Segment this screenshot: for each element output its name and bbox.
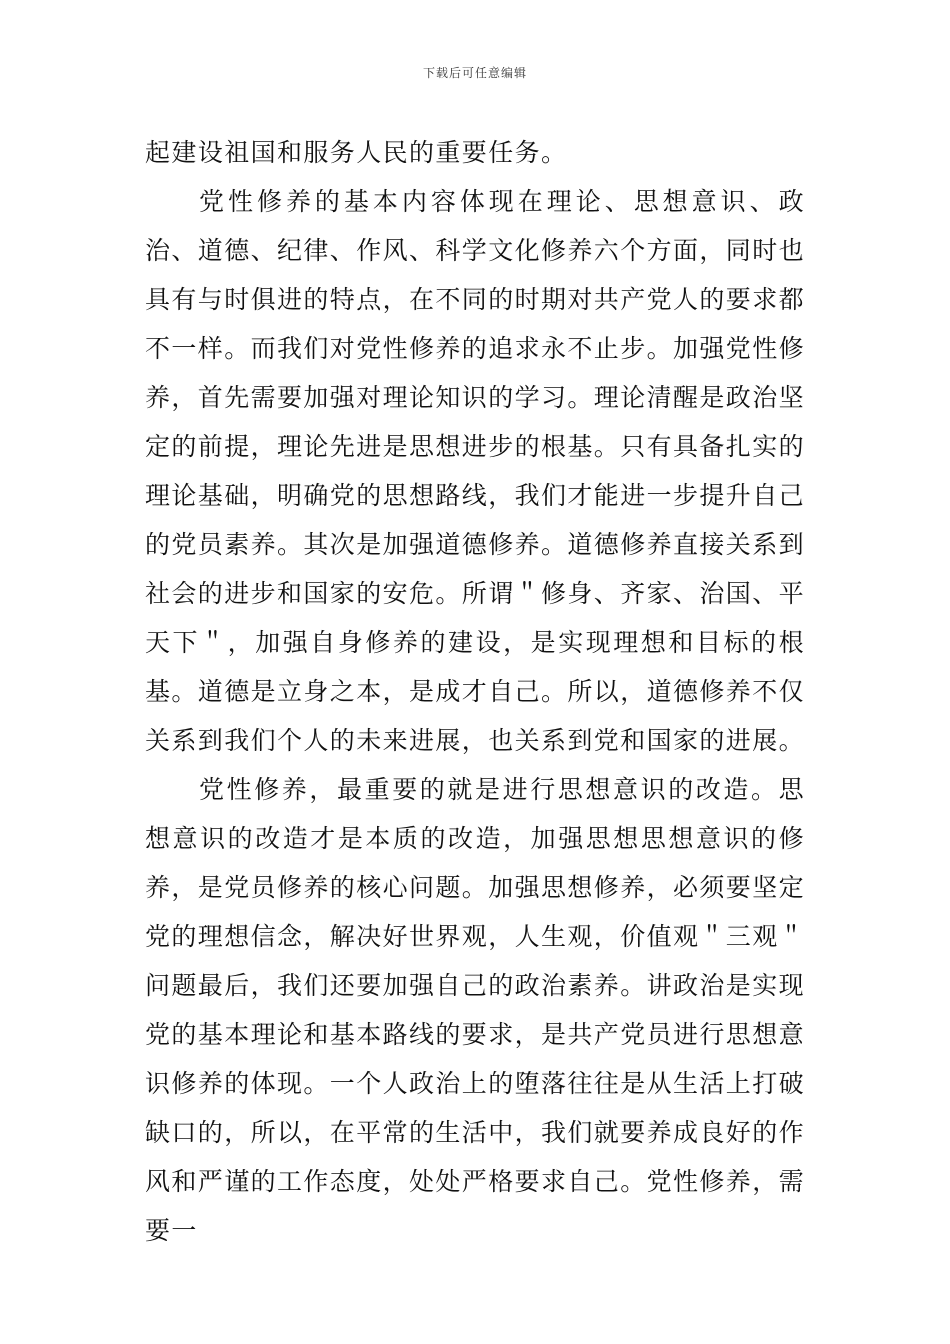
document-body [145, 128, 805, 1255]
paragraph-ideological-reform: 党性修养，最重要的就是进行思想意识的改造。思想意识的改造才是本质的改造，加强思想思想意识的修养，是党员修养的核心问题。加强思想修养，必须要坚定党的理想信念，解决好世界观，人生观，价值观＂三观＂问题最后，我们还要加强自己的政治素养。讲政治是实现党的基本理论和基本路线的要求，是共产党员进行思想意识修养的体现。一个人政治上的堕落往往是从生活上打破缺口的，所以，在平常的生活中，我们就要养成良好的作风和严谨的工作态度，处处严格要求自己。党性修养，需要一 [145, 775, 806, 1245]
paragraph-continuation: 起建设祖国和服务人民的重要任务。 [145, 138, 568, 167]
page-header-note: 下载后可任意编辑 [422, 66, 527, 80]
paragraph-party-cultivation-content: 党性修养的基本内容体现在理论、思想意识、政治、道德、纪律、作风、科学文化修养六个方面，同时也具有与时俱进的特点，在不同的时期对共产党人的要求都不一样。而我们对党性修养的追求永不止步。加强党性修养，首先需要加强对理论知识的学习。理论清醒是政治坚定的前提，理论先进是思想进步的根基。只有具备扎实的理论基础，明确党的思想路线，我们才能进一步提升自己的党员素养。其次是加强道德修养。道德修养直接关系到社会的进步和国家的安危。所谓＂修身、齐家、治国、平天下＂，加强自身修养的建设，是实现理想和目标的根基。道德是立身之本，是成才自己。所以，道德修养不仅关系到我们个人的未来进展，也关系到党和国家的进展。 [145, 187, 806, 755]
